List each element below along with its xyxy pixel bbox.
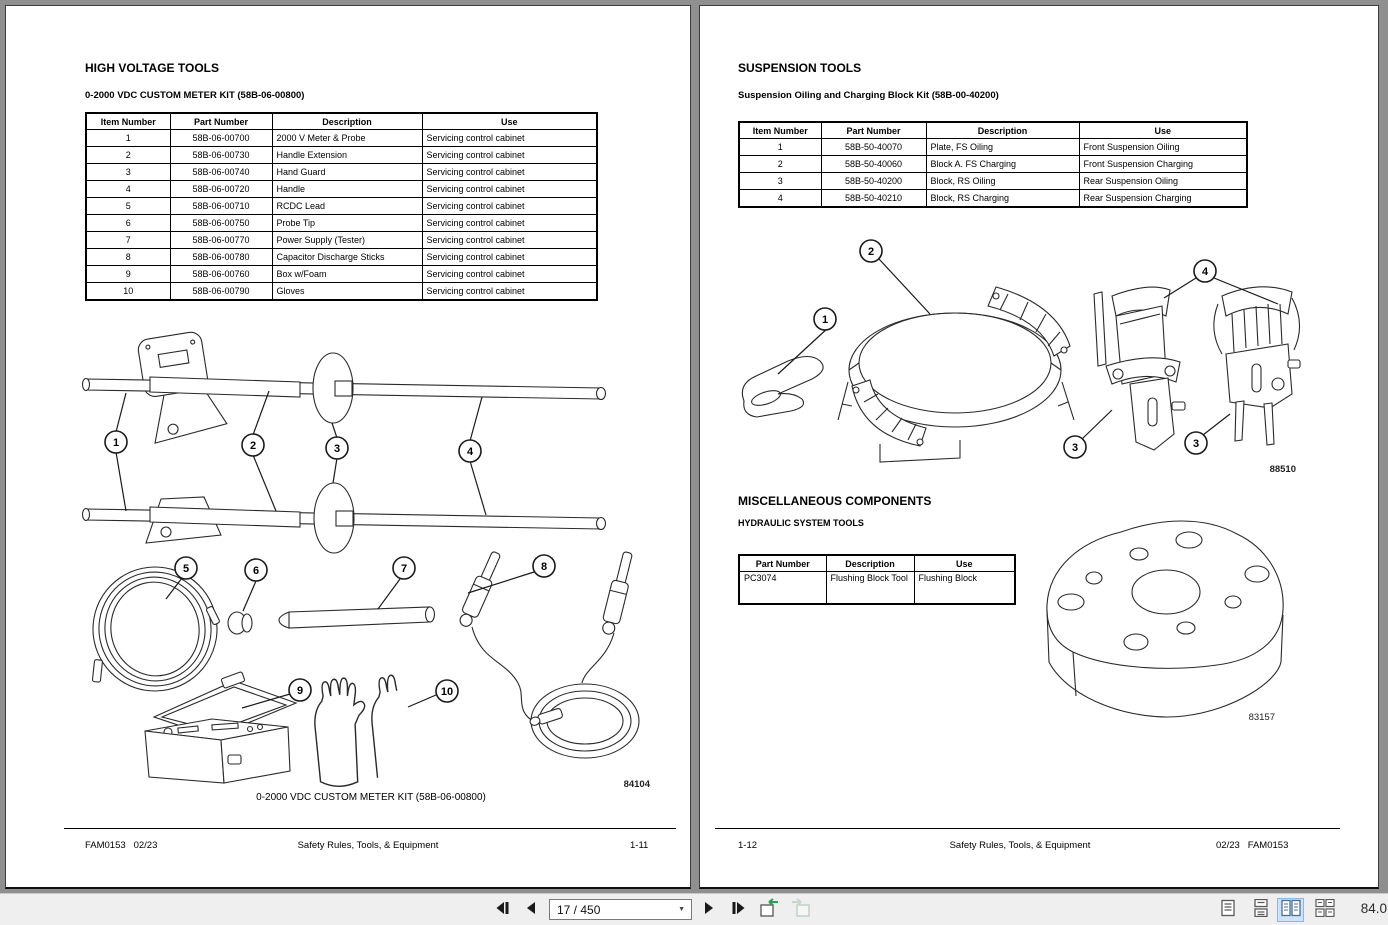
svg-text:2: 2 bbox=[249, 440, 257, 452]
table-row bbox=[86, 283, 597, 301]
col-header-description: Description bbox=[272, 113, 422, 130]
table-header-row bbox=[86, 113, 597, 130]
figure-caption: 0-2000 VDC CUSTOM METER KIT (58B-06-00800) bbox=[256, 792, 486, 803]
footer-page-number: 1-12 bbox=[738, 840, 758, 851]
cell-use: Flushing Block bbox=[914, 572, 1015, 604]
table-row bbox=[86, 198, 597, 215]
svg-text:4: 4 bbox=[466, 446, 474, 458]
cell-desc: Block A. FS Charging bbox=[926, 156, 1079, 173]
svg-text:3: 3 bbox=[1071, 442, 1079, 454]
next-view-button[interactable] bbox=[789, 898, 813, 922]
cell-desc: 2000 V Meter & Probe bbox=[272, 130, 422, 147]
previous-view-icon bbox=[758, 897, 780, 924]
cell-item: 8 bbox=[86, 249, 170, 266]
two-page-layout-button[interactable] bbox=[1277, 898, 1304, 922]
suspension-tools-table bbox=[738, 121, 1248, 208]
cell-use: Servicing control cabinet bbox=[422, 215, 597, 232]
cell-use: Front Suspension Charging bbox=[1079, 156, 1247, 173]
cell-part: 58B-50-40210 bbox=[821, 190, 926, 208]
svg-text:3: 3 bbox=[1192, 438, 1200, 450]
cell-item: 3 bbox=[739, 173, 821, 190]
table-row bbox=[739, 139, 1247, 156]
cell-desc: Box w/Foam bbox=[272, 266, 422, 283]
col-header-part-number: Part Number bbox=[821, 122, 926, 139]
hydraulic-tools-table bbox=[738, 554, 1016, 605]
cell-desc: Block, RS Oiling bbox=[926, 173, 1079, 190]
rcdc-lead-coil bbox=[71, 555, 231, 705]
footer-doc-code: FAM0153 02/23 bbox=[85, 840, 158, 851]
cell-part: 58B-06-00730 bbox=[170, 147, 272, 164]
cell-part: 58B-06-00740 bbox=[170, 164, 272, 181]
cell-part: 58B-06-00700 bbox=[170, 130, 272, 147]
cell-desc: Power Supply (Tester) bbox=[272, 232, 422, 249]
cell-use: Servicing control cabinet bbox=[422, 181, 597, 198]
two-page-layout-icon bbox=[1281, 899, 1301, 922]
cell-part: 58B-06-00790 bbox=[170, 283, 272, 301]
cell-item: 2 bbox=[86, 147, 170, 164]
cell-part: 58B-50-40070 bbox=[821, 139, 926, 156]
svg-text:10: 10 bbox=[440, 686, 454, 698]
table-row bbox=[739, 173, 1247, 190]
table-row bbox=[86, 215, 597, 232]
section-title-high-voltage-tools: HIGH VOLTAGE TOOLS bbox=[85, 61, 220, 75]
cell-use: Servicing control cabinet bbox=[422, 147, 597, 164]
col-header-use: Use bbox=[914, 555, 1015, 572]
cell-part: 58B-50-40060 bbox=[821, 156, 926, 173]
pdf-page-right bbox=[699, 5, 1379, 889]
charging-ring bbox=[838, 287, 1074, 462]
suspension-kit-figure bbox=[730, 234, 1306, 484]
next-page-icon bbox=[703, 901, 715, 920]
cell-use: Servicing control cabinet bbox=[422, 249, 597, 266]
previous-page-button[interactable] bbox=[519, 898, 543, 922]
cell-item: 5 bbox=[86, 198, 170, 215]
first-page-icon bbox=[495, 901, 510, 920]
table-row bbox=[739, 190, 1247, 208]
cell-desc: RCDC Lead bbox=[272, 198, 422, 215]
two-page-continuous-layout-button[interactable] bbox=[1311, 898, 1338, 922]
cell-part: PC3074 bbox=[739, 572, 826, 604]
col-header-description: Description bbox=[826, 555, 914, 572]
svg-text:2: 2 bbox=[867, 246, 875, 258]
col-header-part-number: Part Number bbox=[170, 113, 272, 130]
table-header-row bbox=[739, 555, 1015, 572]
table-row bbox=[86, 181, 597, 198]
cell-desc: Capacitor Discharge Sticks bbox=[272, 249, 422, 266]
pdf-page-left bbox=[5, 5, 691, 889]
col-header-item-number: Item Number bbox=[739, 122, 821, 139]
footer-rule bbox=[715, 828, 1340, 829]
table-row bbox=[86, 266, 597, 283]
block-rs-oiling bbox=[1094, 287, 1185, 450]
cell-use: Rear Suspension Charging bbox=[1079, 190, 1247, 208]
cell-use: Servicing control cabinet bbox=[422, 130, 597, 147]
footer-section-name: Safety Rules, Tools, & Equipment bbox=[949, 840, 1091, 851]
first-page-button[interactable] bbox=[490, 898, 514, 922]
cell-part: 58B-06-00780 bbox=[170, 249, 272, 266]
table-row bbox=[86, 232, 597, 249]
single-page-layout-button[interactable] bbox=[1214, 898, 1241, 922]
table-row bbox=[86, 130, 597, 147]
cell-part: 58B-06-00710 bbox=[170, 198, 272, 215]
footer-doc-code: 02/23 FAM0153 bbox=[1216, 840, 1289, 851]
high-voltage-kit-figure bbox=[26, 331, 666, 791]
block-rs-charging bbox=[1214, 287, 1300, 445]
page-indicator[interactable]: 17 / 450 bbox=[557, 902, 601, 917]
cell-use: Servicing control cabinet bbox=[422, 283, 597, 301]
cell-item: 1 bbox=[739, 139, 821, 156]
previous-page-icon bbox=[525, 901, 537, 920]
cell-item: 4 bbox=[739, 190, 821, 208]
two-page-continuous-layout-icon bbox=[1315, 899, 1335, 922]
svg-text:1: 1 bbox=[821, 314, 829, 326]
cell-part: 58B-06-00720 bbox=[170, 181, 272, 198]
cell-item: 2 bbox=[739, 156, 821, 173]
page-number-field[interactable] bbox=[549, 899, 692, 920]
cell-desc: Flushing Block Tool bbox=[826, 572, 914, 604]
gloves bbox=[315, 675, 397, 786]
section-title-miscellaneous: MISCELLANEOUS COMPONENTS bbox=[738, 494, 932, 508]
table-header-row bbox=[739, 122, 1247, 139]
svg-text:5: 5 bbox=[182, 563, 190, 575]
cell-item: 9 bbox=[86, 266, 170, 283]
footer-page-number: 1-11 bbox=[630, 840, 649, 851]
svg-text:7: 7 bbox=[400, 563, 408, 575]
table-row bbox=[739, 156, 1247, 173]
probe-tip bbox=[228, 612, 252, 634]
last-page-button[interactable] bbox=[726, 898, 750, 922]
cell-use: Servicing control cabinet bbox=[422, 164, 597, 181]
svg-text:1: 1 bbox=[112, 437, 120, 449]
footer-section-name: Safety Rules, Tools, & Equipment bbox=[297, 840, 439, 851]
high-voltage-tools-table bbox=[85, 112, 598, 301]
table-row bbox=[739, 572, 1015, 604]
section-title-suspension-tools: SUSPENSION TOOLS bbox=[738, 61, 862, 75]
cell-desc: Handle Extension bbox=[272, 147, 422, 164]
cell-item: 1 bbox=[86, 130, 170, 147]
oiling-plate bbox=[742, 357, 823, 418]
cell-use: Servicing control cabinet bbox=[422, 198, 597, 215]
table-row bbox=[86, 147, 597, 164]
zoom-level-label[interactable]: 84.0 bbox=[1360, 901, 1387, 916]
cell-item: 10 bbox=[86, 283, 170, 301]
col-header-description: Description bbox=[926, 122, 1079, 139]
svg-text:8: 8 bbox=[540, 561, 548, 573]
continuous-layout-icon bbox=[1252, 899, 1270, 922]
figure-number: 84104 bbox=[623, 779, 650, 790]
cell-desc: Hand Guard bbox=[272, 164, 422, 181]
svg-text:3: 3 bbox=[333, 443, 341, 455]
cell-item: 3 bbox=[86, 164, 170, 181]
storage-case bbox=[145, 672, 296, 783]
tester-probes bbox=[456, 549, 639, 758]
col-header-use: Use bbox=[1079, 122, 1247, 139]
svg-text:9: 9 bbox=[296, 685, 304, 697]
cell-use: Front Suspension Oiling bbox=[1079, 139, 1247, 156]
figure-number: 88510 bbox=[1269, 464, 1296, 475]
last-page-icon bbox=[731, 901, 746, 920]
subsection-title-hydraulic: HYDRAULIC SYSTEM TOOLS bbox=[738, 518, 864, 528]
cell-part: 58B-06-00760 bbox=[170, 266, 272, 283]
kit-title-left: 0-2000 VDC CUSTOM METER KIT (58B-06-00800) bbox=[85, 90, 305, 101]
kit-title-right: Suspension Oiling and Charging Block Kit (58B-00-40200) bbox=[738, 90, 999, 101]
handle-tube bbox=[279, 607, 435, 628]
figure-number: 83157 bbox=[1248, 712, 1275, 723]
next-view-icon bbox=[790, 897, 812, 924]
svg-text:6: 6 bbox=[252, 565, 260, 577]
cell-desc: Plate, FS Oiling bbox=[926, 139, 1079, 156]
cell-desc: Probe Tip bbox=[272, 215, 422, 232]
col-header-use: Use bbox=[422, 113, 597, 130]
cell-use: Rear Suspension Oiling bbox=[1079, 173, 1247, 190]
next-page-button[interactable] bbox=[697, 898, 721, 922]
col-header-part-number: Part Number bbox=[739, 555, 826, 572]
cell-part: 58B-06-00750 bbox=[170, 215, 272, 232]
cell-item: 4 bbox=[86, 181, 170, 198]
single-page-layout-icon bbox=[1219, 899, 1237, 922]
cell-part: 58B-50-40200 bbox=[821, 173, 926, 190]
table-row bbox=[86, 164, 597, 181]
cell-use: Servicing control cabinet bbox=[422, 266, 597, 283]
cell-use: Servicing control cabinet bbox=[422, 232, 597, 249]
continuous-layout-button[interactable] bbox=[1247, 898, 1274, 922]
cell-desc: Gloves bbox=[272, 283, 422, 301]
flushing-block-figure bbox=[1039, 510, 1295, 742]
cell-desc: Handle bbox=[272, 181, 422, 198]
footer-rule bbox=[64, 828, 676, 829]
cell-item: 6 bbox=[86, 215, 170, 232]
viewer-toolbar bbox=[0, 893, 1388, 925]
flushing-block bbox=[1047, 521, 1283, 717]
table-row bbox=[86, 249, 597, 266]
svg-text:4: 4 bbox=[1201, 266, 1209, 278]
col-header-item-number: Item Number bbox=[86, 113, 170, 130]
cell-part: 58B-06-00770 bbox=[170, 232, 272, 249]
previous-view-button[interactable] bbox=[757, 898, 781, 922]
cell-item: 7 bbox=[86, 232, 170, 249]
cell-desc: Block, RS Charging bbox=[926, 190, 1079, 208]
page-dropdown-arrow[interactable]: ▼ bbox=[678, 906, 685, 913]
